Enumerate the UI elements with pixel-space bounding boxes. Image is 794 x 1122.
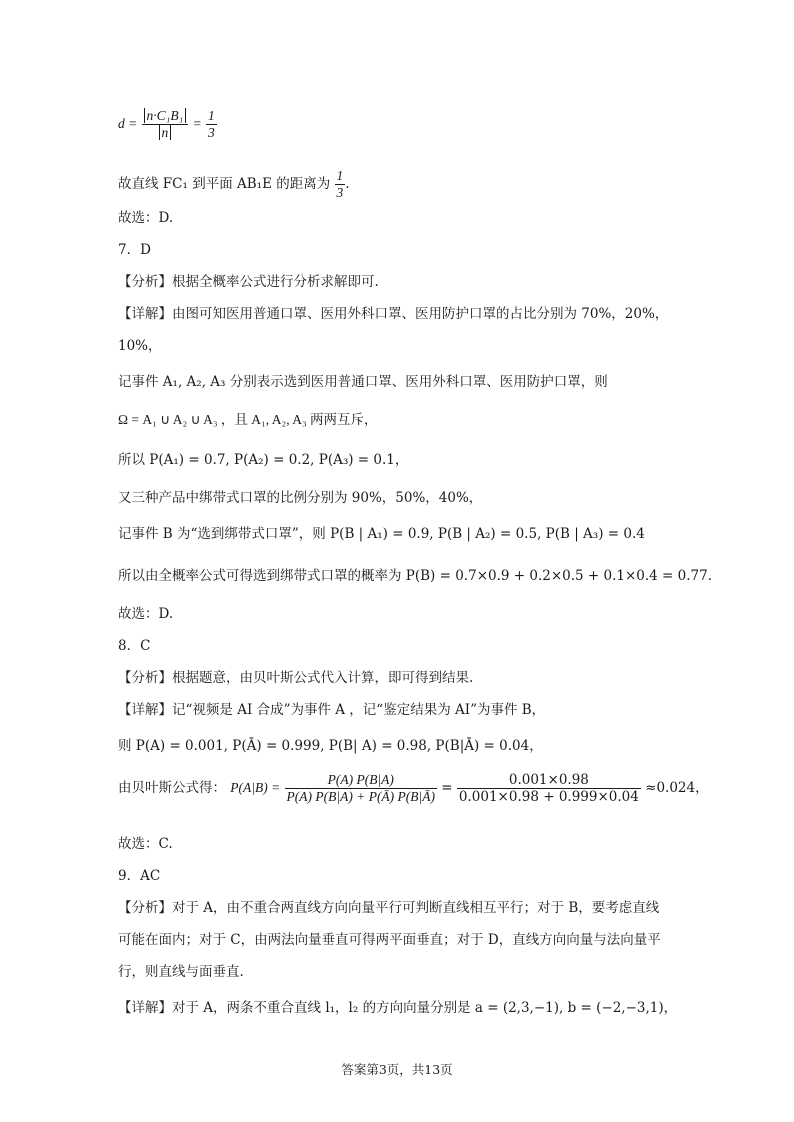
question-7-pa: 所以 P(A₁) = 0.7, P(A₂) = 0.2, P(A₃) = 0.1， bbox=[118, 452, 409, 468]
question-7-ratio: 又三种产品中绑带式口罩的比例分别为 90%，50%，40%， bbox=[118, 490, 483, 506]
distance-formula bbox=[118, 108, 217, 141]
answer-8: 故选：C. bbox=[118, 836, 173, 852]
bayes-equals: = bbox=[441, 780, 453, 797]
question-7-events: 记事件 A₁, A₂, A₃ 分别表示选到医用普通口罩、医用外科口罩、医用防护口罩，则 bbox=[118, 374, 608, 390]
question-7-total: 所以由全概率公式可得选到绑带式口罩的概率为 P(B) = 0.7×0.9 + 0.2×0.5 + 0.1×0.4 = 0.77. bbox=[118, 568, 713, 584]
question-7-analysis: 【分析】根据全概率公式进行分析求解即可. bbox=[118, 274, 379, 290]
question-9-analysis-b: 可能在面内；对于 C，由两法向量垂直可得两平面垂直；对于 D，直线方向向量与法向量平 bbox=[118, 932, 661, 948]
question-9-analysis-c: 行，则直线与面垂直. bbox=[118, 964, 244, 980]
question-8-detail: 【详解】记“视频是 AI 合成”为事件 A ，记“鉴定结果为 AI”为事件 B， bbox=[118, 702, 546, 718]
question-7-event-b: 记事件 B 为“选到绑带式口罩”，则 P(B | A₁) = 0.9, P(B | A₂) = 0.5, P(B | A₃) = 0.4 bbox=[118, 526, 645, 542]
question-8-analysis: 【分析】根据题意，由贝叶斯公式代入计算，即可得到结果. bbox=[118, 670, 474, 686]
answer-6: 故选：D. bbox=[118, 210, 174, 226]
distance-conclusion: 故直线 FC₁ 到平面 AB₁E 的距离为 $\frac{1}{3}$ . bbox=[118, 168, 350, 201]
question-8-header: 8．C bbox=[118, 638, 151, 654]
question-7-detail-b: 10%， bbox=[118, 338, 162, 354]
bayes-fraction: $\frac{P(A) P(B|A)}{P(A) P(B|A) + P(Ā) P(B|Ā)}$ bbox=[286, 772, 435, 805]
bayes-formula bbox=[118, 772, 709, 805]
bayes-lhs: P(A|B) = bbox=[230, 780, 281, 796]
distance-formula-lhs: d = bbox=[118, 116, 138, 132]
distance-value: $\frac{1}{3}$ bbox=[208, 108, 215, 141]
question-9-detail: 【详解】对于 A，两条不重合直线 l₁，l₂ 的方向向量分别是 a = (2,3,−1), b = (−2,−3,1)， bbox=[118, 1000, 678, 1016]
distance-conclusion-fraction: $\frac{1}{3}$ bbox=[336, 168, 344, 201]
answer-7: 故选：D. bbox=[118, 606, 174, 622]
question-9-header: 9．AC bbox=[118, 868, 161, 884]
question-7-header: 7．D bbox=[118, 242, 151, 258]
distance-numerator: n·C₁B₁ bbox=[144, 108, 187, 123]
question-9-analysis-a: 【分析】对于 A，由不重合两直线方向向量平行可判断直线相互平行；对于 B，要考虑直线 bbox=[118, 900, 660, 916]
page-footer: 答案第3页，共13页 bbox=[341, 1062, 453, 1077]
bayes-result: ≈0.024， bbox=[645, 780, 709, 797]
question-8-probs: 则 P(A) = 0.001, P(Ā) = 0.999, P(B| A) = 0.98, P(B|Ā) = 0.04， bbox=[118, 738, 543, 754]
question-7-omega: Ω = A₁ ∪ A₂ ∪ A₃ ，且 A₁, A₂, A₃ 两两互斥， bbox=[118, 412, 378, 427]
distance-fraction bbox=[142, 108, 189, 141]
distance-equals: = bbox=[192, 116, 202, 132]
question-7-detail-a: 【详解】由图可知医用普通口罩、医用外科口罩、医用防护口罩的占比分别为 70%，20%， bbox=[118, 306, 669, 322]
bayes-lead: 由贝叶斯公式得： bbox=[118, 780, 226, 797]
bayes-numeric-fraction: $\frac{0.001\times 0.98}{0.001\times 0.98 + 0.999\times 0.04}$ bbox=[458, 772, 639, 806]
distance-denominator: n bbox=[159, 125, 172, 140]
